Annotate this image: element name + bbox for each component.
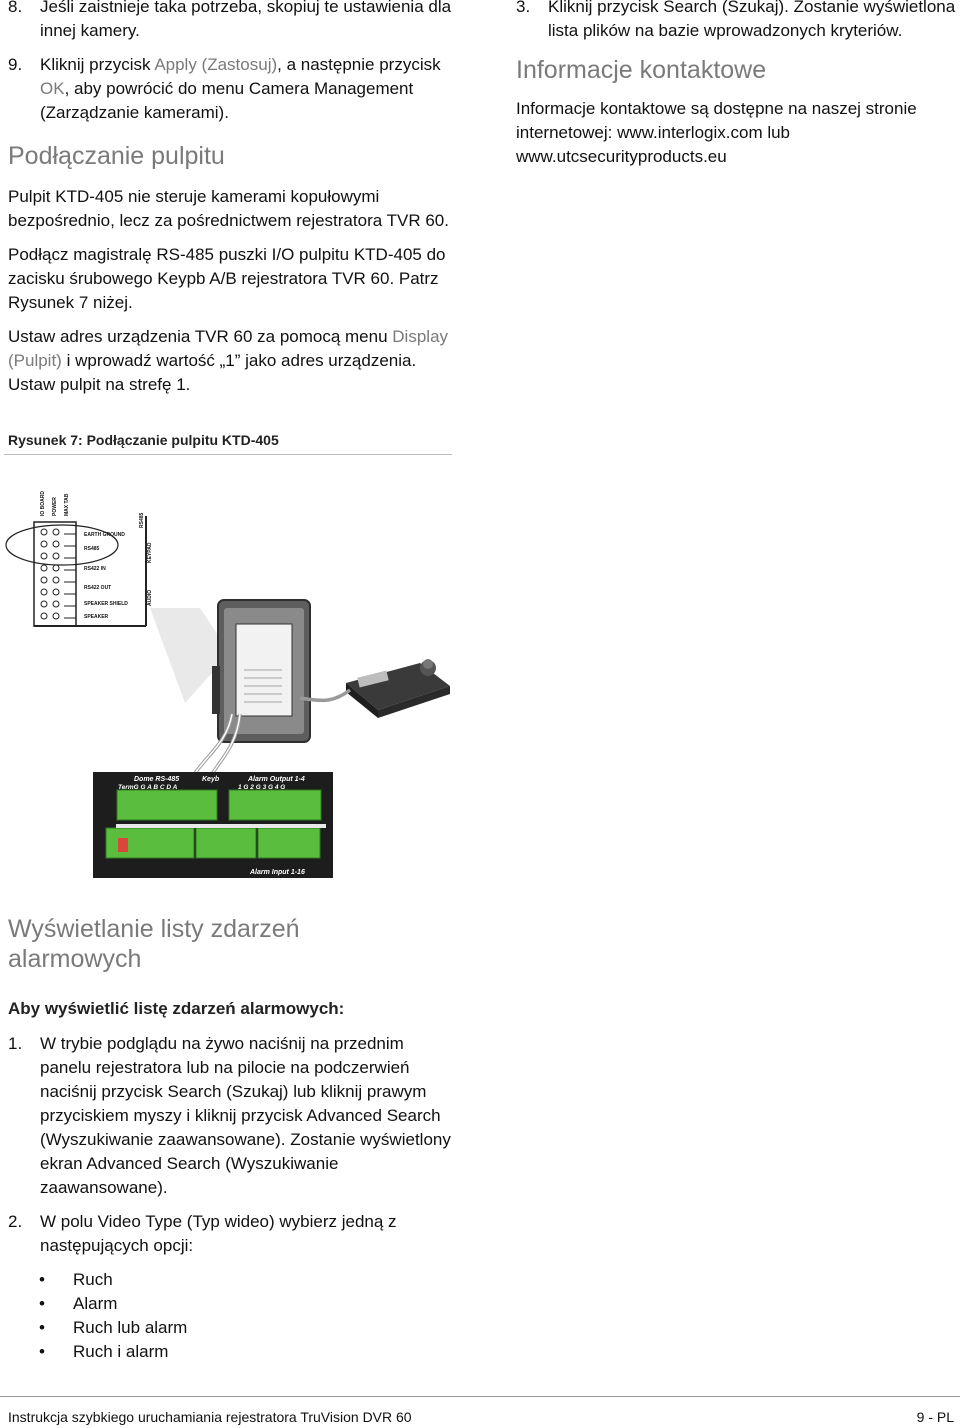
- io-box: [212, 600, 310, 742]
- step-number: 9.: [8, 55, 23, 74]
- footer-title: Instrukcja szybkiego uruchamiania rejestratora TruVision DVR 60: [8, 1409, 412, 1425]
- label-earth-ground: EARTH GROUND: [84, 532, 125, 538]
- header-label-max-tab: MAX TAB: [64, 493, 70, 516]
- step-number: 3.: [516, 0, 531, 16]
- label-dome-rs485: Dome RS-485: [134, 776, 180, 783]
- label-speaker-shield: SPEAKER SHIELD: [84, 601, 128, 607]
- bullet-dot: •: [39, 1270, 45, 1289]
- paragraph-keyboard-connect: Podłącz magistralę RS-485 puszki I/O pulpitu KTD-405 do zacisku śrubowego Keypb A/B rejestratora TVR 60. Patrz Rysunek 7 niżej.: [8, 245, 446, 312]
- label-rs422-in: RS422 IN: [84, 566, 106, 572]
- step-text-mid: , a następnie przycisk: [277, 55, 441, 74]
- page-number: 9 - PL: [916, 1409, 954, 1425]
- paragraph-keyboard-intro: Pulpit KTD-405 nie steruje kamerami kopułowymi bezpośrednio, lecz za pośrednictwem rejestratora TVR 60.: [8, 187, 449, 230]
- section-title-contact: Informacje kontaktowe: [516, 56, 767, 84]
- step-2: [8, 1210, 458, 1258]
- paragraph-contact: Informacje kontaktowe są dostępne na naszej stronie internetowej: www.interlogix.com lub www.utcsecurityproducts.eu: [516, 99, 917, 166]
- keypad-device: [346, 659, 450, 718]
- bullet-dot: •: [39, 1294, 45, 1313]
- side-label-keypad: KEYPAD: [147, 542, 153, 563]
- list-item: [8, 1268, 458, 1292]
- terminal-block-drawing: [6, 491, 153, 626]
- ktd405-wiring-figure: [0, 488, 460, 888]
- step-8: [8, 0, 458, 43]
- bullet-dot: •: [39, 1318, 45, 1337]
- step-text: W trybie podglądu na żywo naciśnij na przednim panelu rejestratora lub na pilocie na podczerwień naciśnij przycisk Search (Szukaj) lub kliknij prawym przyciskiem myszy i kliknij przycisk Advanced Search (Wyszukiwanie zaawansowane). Zostanie wyświetlony ekran Advanced Search (Wyszukiwanie zaawansowane).: [40, 1034, 451, 1197]
- step-number: 1.: [8, 1034, 23, 1053]
- right-column: [516, 0, 956, 169]
- list-item: [8, 1340, 458, 1364]
- apply-button-ref: Apply (Zastosuj): [154, 55, 278, 74]
- step-text-pre: Kliknij przycisk: [40, 55, 155, 74]
- display-menu-ref: Display (Pulpit): [8, 327, 449, 370]
- header-label-io-board: IO BOARD: [40, 491, 46, 516]
- option-label: Ruch: [73, 1270, 113, 1289]
- procedure-lead: Aby wyświetlić listę zdarzeń alarmowych:: [8, 999, 345, 1018]
- label-rs485: RS485: [84, 546, 100, 552]
- label-keyb: Keyb: [202, 776, 220, 783]
- option-label: Ruch lub alarm: [73, 1318, 188, 1337]
- ok-button-ref: OK: [40, 79, 65, 98]
- label-rs422-out: RS422 OUT: [84, 585, 112, 591]
- section-title-alarm-list: Wyświetlanie listy zdarzeń alarmowych: [8, 915, 300, 973]
- label-alarm-input: Alarm Input 1-16: [250, 869, 305, 876]
- step-text-post: , aby powrócić do menu Camera Management (Zarządzanie kamerami).: [40, 79, 414, 122]
- label-term: TermG G A B C D A: [118, 784, 178, 791]
- caption-rule: [4, 454, 452, 455]
- side-label-rs485: RS485: [139, 512, 145, 528]
- list-item: [8, 1292, 458, 1316]
- option-label: Alarm: [73, 1294, 118, 1313]
- para-post: i wprowadź wartość „1” jako adres urządzenia. Ustaw pulpit na strefę 1.: [8, 351, 417, 394]
- section-title-keyboard: Podłączanie pulpitu: [8, 142, 225, 170]
- video-type-options: [8, 1268, 458, 1364]
- footer-rule: [0, 1396, 960, 1397]
- side-label-audio: AUDIO: [147, 589, 153, 606]
- list-item: [8, 1316, 458, 1340]
- step-3: [516, 0, 956, 43]
- left-column-lower: [8, 914, 458, 1364]
- step-number: 2.: [8, 1212, 23, 1231]
- step-1: [8, 1032, 458, 1200]
- step-number: 8.: [8, 0, 23, 16]
- step-text: Jeśli zaistnieje taka potrzeba, skopiuj te ustawienia dla innej kamery.: [40, 0, 452, 40]
- para-pre: Ustaw adres urządzenia TVR 60 za pomocą menu: [8, 327, 393, 346]
- option-label: Ruch i alarm: [73, 1342, 169, 1361]
- step-text: Kliknij przycisk Search (Szukaj). Zostanie wyświetlona lista plików na bazie wprowadzonych kryteriów.: [548, 0, 956, 40]
- label-alarm-output-nums: 1 G 2 G 3 G 4 G: [238, 784, 286, 791]
- figure-caption: Rysunek 7: Podłączanie pulpitu KTD-405: [8, 432, 279, 448]
- paragraph-keyboard-address: [8, 325, 458, 397]
- label-speaker: SPEAKER: [84, 614, 109, 620]
- label-alarm-output: Alarm Output 1-4: [248, 776, 305, 783]
- header-label-power: POWER: [52, 497, 58, 516]
- step-text: W polu Video Type (Typ wideo) wybierz jedną z następujących opcji:: [40, 1212, 397, 1255]
- bullet-dot: •: [39, 1342, 45, 1361]
- left-column: [8, 0, 458, 455]
- step-9: [8, 53, 458, 125]
- dvr-terminal-bar: [93, 772, 333, 878]
